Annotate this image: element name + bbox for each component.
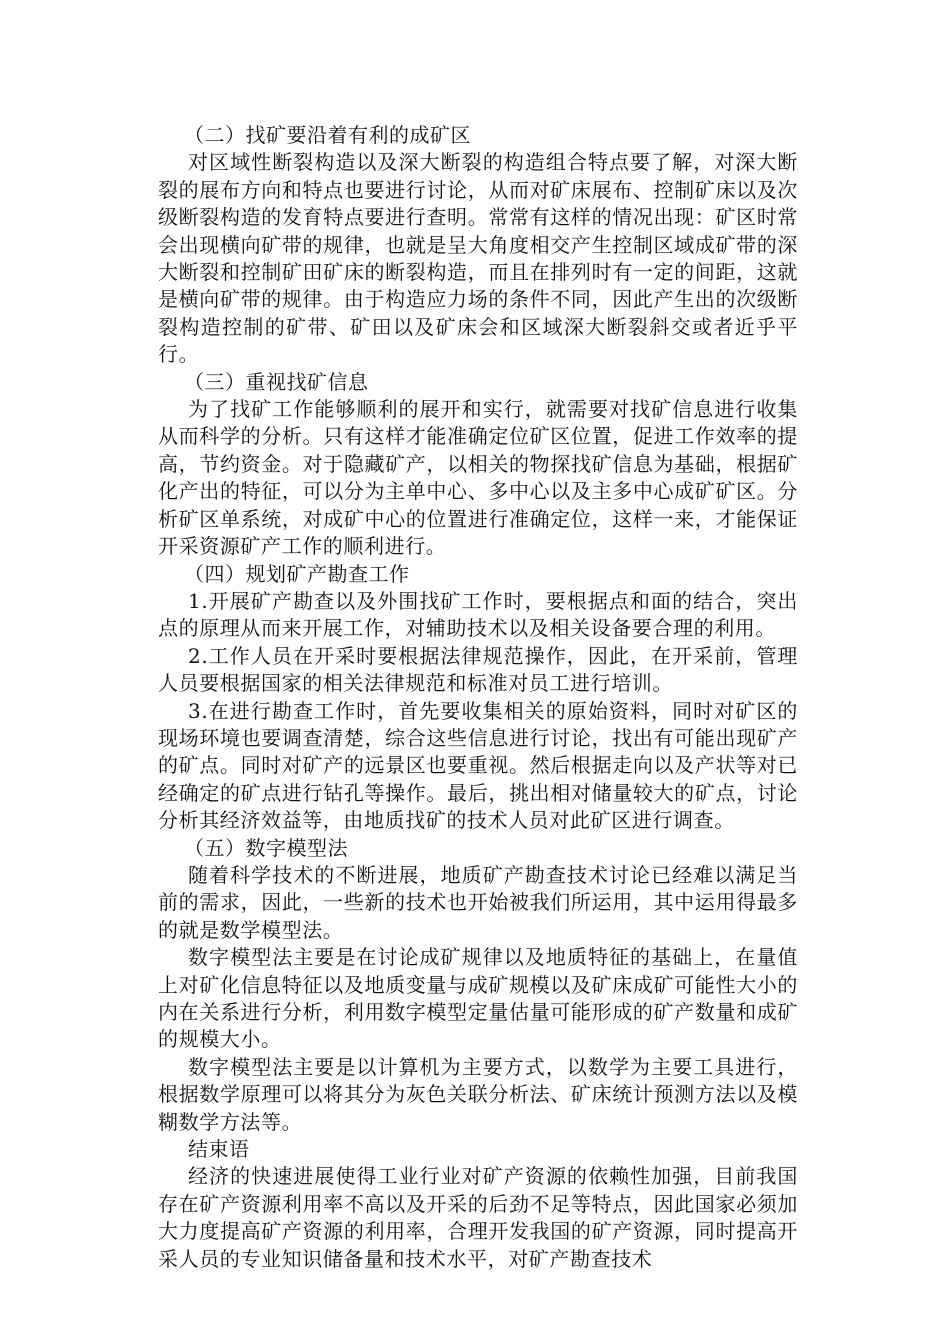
section-5-paragraph-2: 数字模型法主要是在讨论成矿规律以及地质特征的基础上，在量值上对矿化信息特征以及地质变量与成矿规模以及矿床成矿可能性大小的内在关系进行分析，利用数字模型定量估量可能形成的矿产数量和成矿的规模大小。 [158, 945, 798, 1052]
section-4-paragraph-2: 2.工作人员在开采时要根据法律规范操作，因此，在开采前，管理人员要根据国家的相关法律规范和标准对员工进行培训。 [158, 643, 798, 696]
section-heading-5: （五）数字模型法 [184, 835, 348, 860]
section-3-paragraph-1: 为了找矿工作能够顺利的展开和实行，就需要对找矿信息进行收集从而科学的分析。只有这样才能准确定位矿区位置，促进工作效率的提高，节约资金。对于隐藏矿产，以相关的物探找矿信息为基础，根据矿化产出的特征，可以分为主单中心、多中心以及主多中心成矿矿区。分析矿区单系统，对成矿中心的位置进行准确定位，这样一来，才能保证开采资源矿产工作的顺利进行。 [158, 397, 798, 559]
section-4-paragraph-1: 1.开展矿产勘查以及外围找矿工作时，要根据点和面的结合，突出点的原理从而来开展工作，对辅助技术以及相关设备要合理的利用。 [158, 588, 798, 641]
section-heading-4: （四）规划矿产勘查工作 [184, 561, 410, 586]
section-2-paragraph-1: 对区域性断裂构造以及深大断裂的构造组合特点要了解，对深大断裂的展布方向和特点也要进行讨论，从而对矿床展布、控制矿床以及次级断裂构造的发育特点要进行查明。常常有这样的情况出现：矿区时常会出现横向矿带的规律，也就是呈大角度相交产生控制区域成矿带的深大断裂和控制矿田矿床的断裂构造，而且在排列时有一定的间距，这就是横向矿带的规律。由于构造应力场的条件不同，因此产生出的次级断裂构造控制的矿带、矿田以及矿床会和区域深大断裂斜交或者近乎平行。 [158, 150, 798, 367]
section-5-paragraph-1: 随着科学技术的不断进展，地质矿产勘查技术讨论已经难以满足当前的需求，因此，一些新的技术也开始被我们所运用，其中运用得最多的就是数学模型法。 [158, 862, 798, 942]
closing-paragraph: 经济的快速进展使得工业行业对矿产资源的依赖性加强，目前我国存在矿产资源利用率不高以及开采的后劲不足等特点，因此国家必须加大力度提高矿产资源的利用率，合理开发我国的矿产资源，同时提高开采人员的专业知识储备量和技术水平，对矿产勘查技术 [158, 1164, 798, 1271]
section-heading-2: （二）找矿要沿着有利的成矿区 [184, 123, 471, 147]
section-5-paragraph-3: 数字模型法主要是以计算机为主要方式，以数学为主要工具进行，根据数学原理可以将其分为灰色关联分析法、矿床统计预测方法以及模糊数学方法等。 [158, 1054, 798, 1134]
section-heading-3: （三）重视找矿信息 [184, 369, 369, 394]
document-body [158, 122, 798, 1273]
closing-heading: 结束语 [188, 1137, 250, 1162]
section-4-paragraph-3: 3.在进行勘查工作时，首先要收集相关的原始资料，同时对矿区的现场环境也要调查清楚，综合这些信息进行讨论，找出有可能出现矿产的矿点。同时对矿产的远景区也要重视。然后根据走向以及产状等对已经确定的矿点进行钻孔等操作。最后，挑出相对储量较大的矿点，讨论分析其经济效益等，由地质找矿的技术人员对此矿区进行调查。 [158, 698, 798, 833]
